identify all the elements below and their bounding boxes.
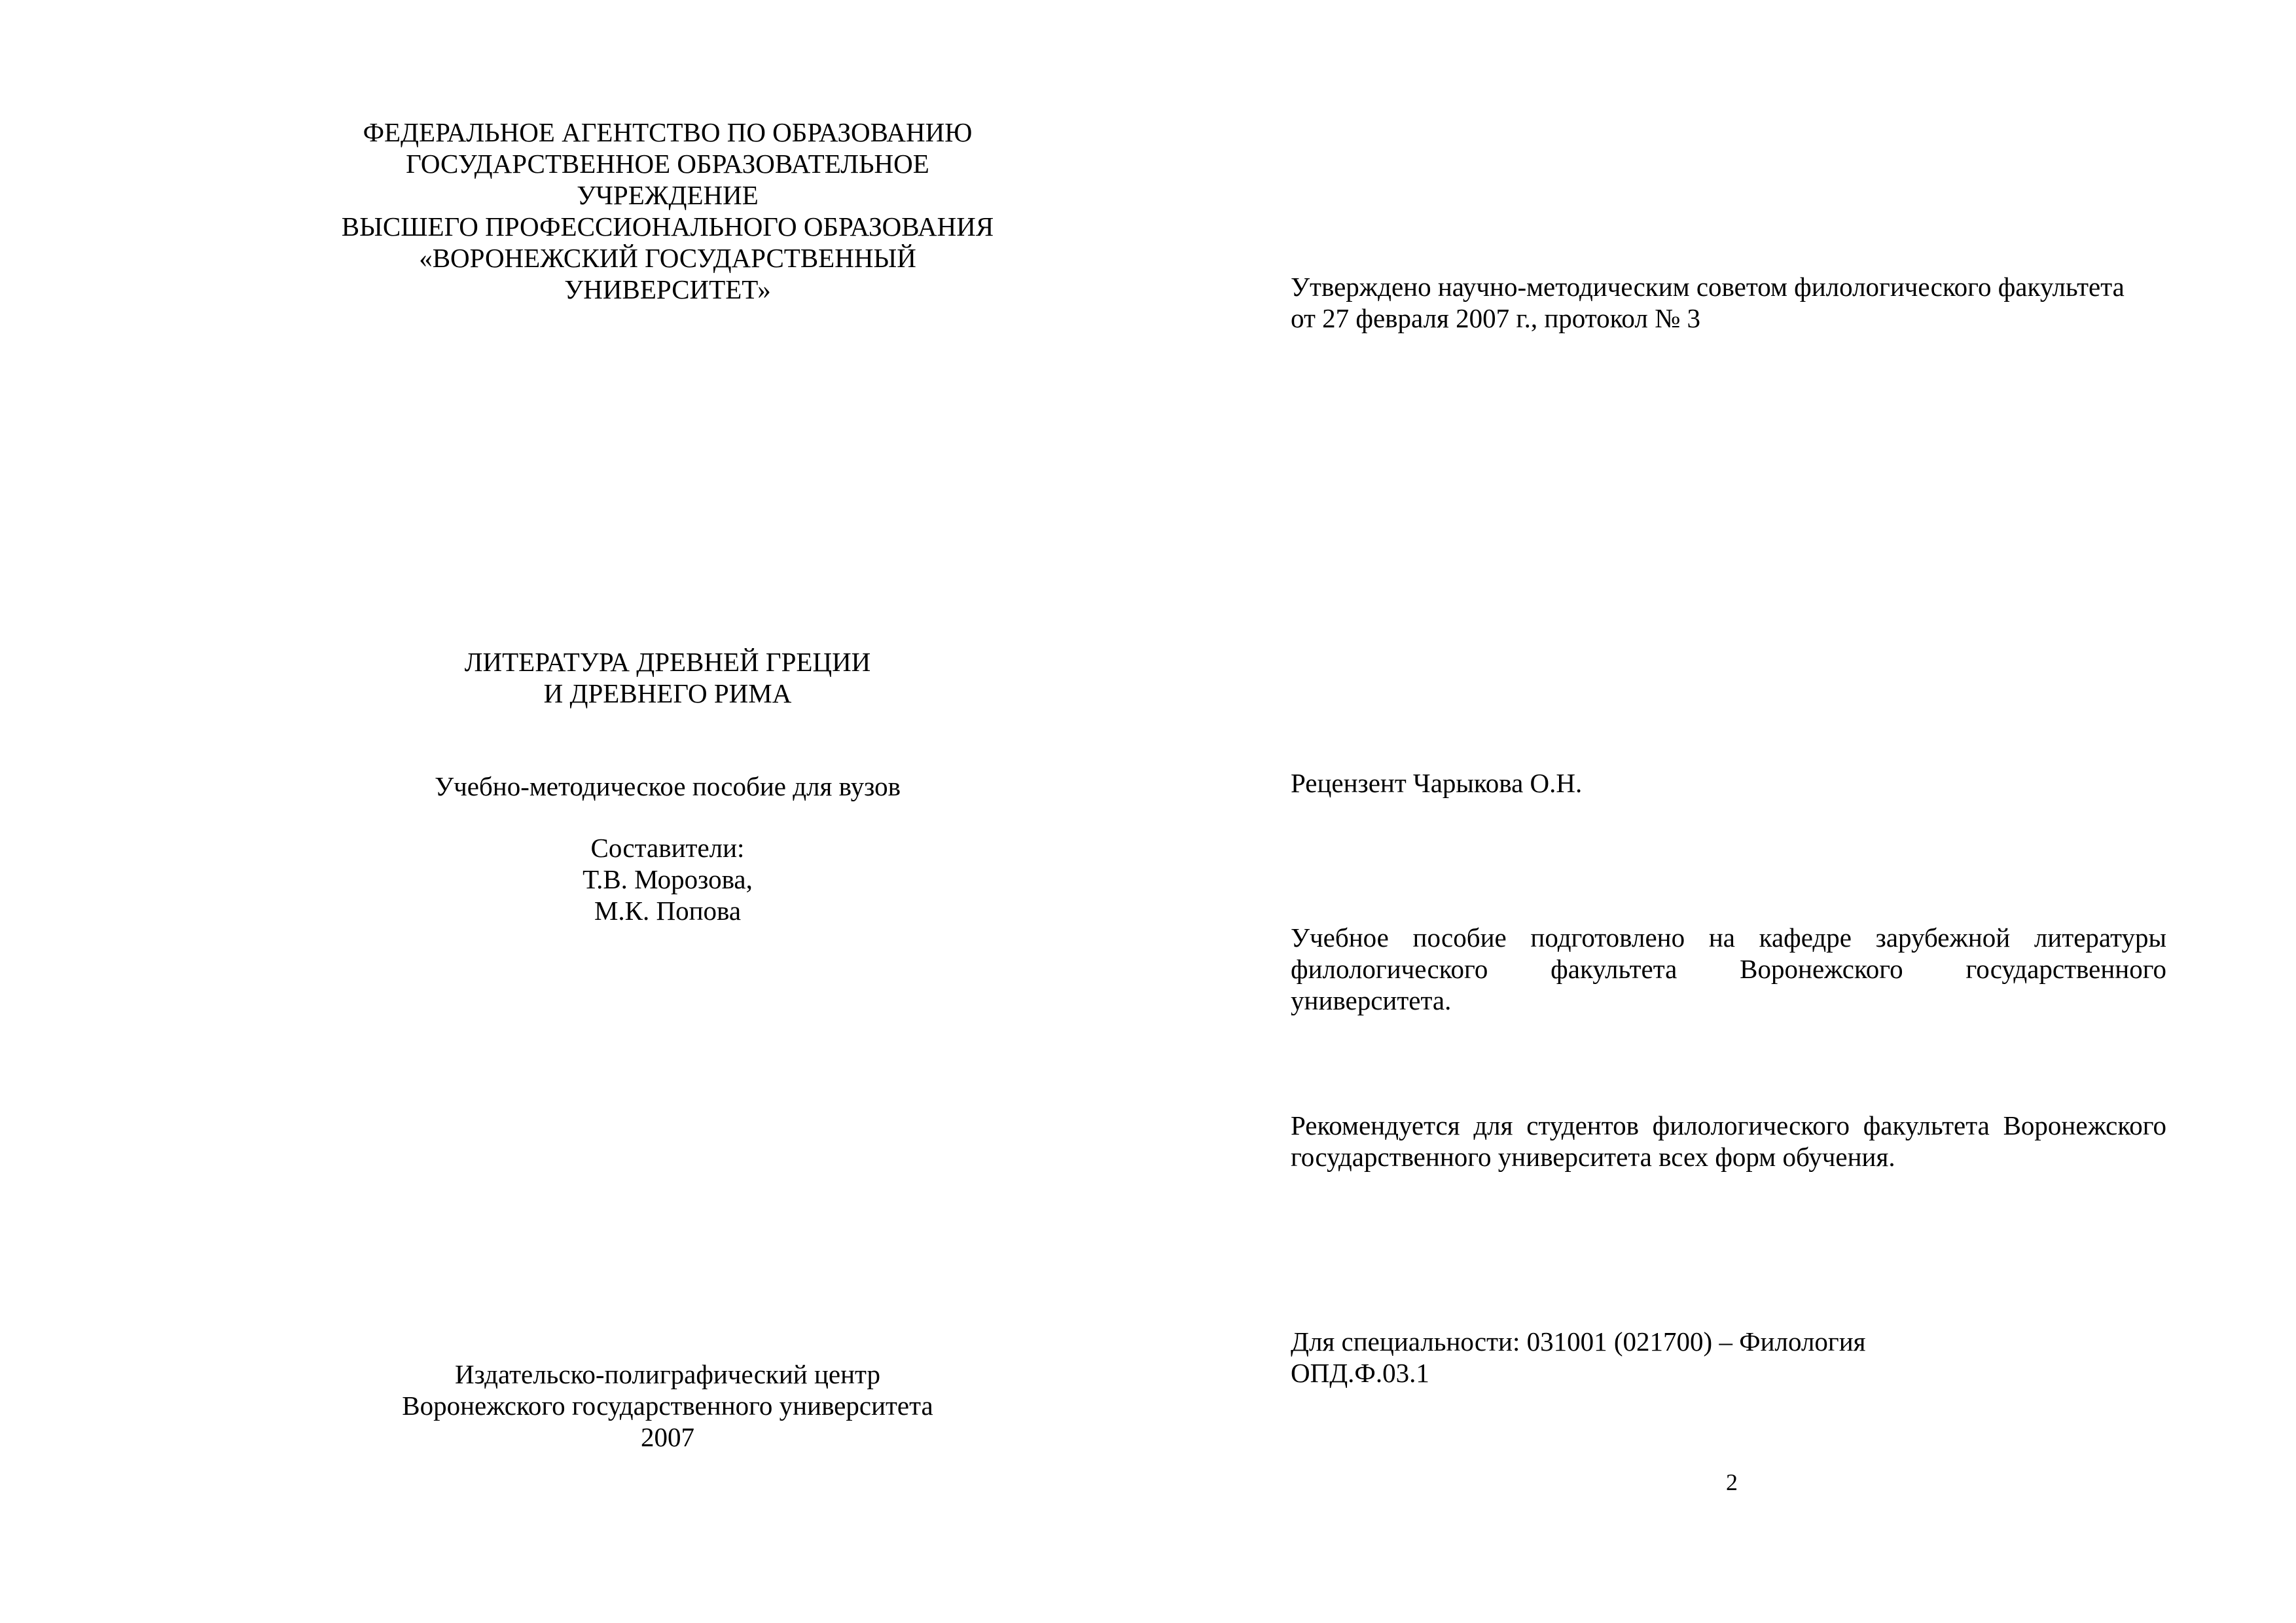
compilers-label: Составители: [590, 833, 745, 863]
page-number: 2 [1726, 1469, 1738, 1495]
publisher-line: Воронежского государственного университета [402, 1391, 933, 1421]
document-title [275, 646, 1060, 709]
header-line: ГОСУДАРСТВЕННОЕ ОБРАЗОВАТЕЛЬНОЕ [406, 149, 929, 179]
document-subtitle [275, 771, 1060, 802]
subtitle-line: Учебно-методическое пособие для вузов [435, 771, 901, 801]
right-page [1148, 0, 2296, 1623]
specialty-code: ОПД.Ф.03.1 [1291, 1358, 1429, 1388]
publication-year: 2007 [641, 1422, 694, 1452]
header-line: УЧРЕЖДЕНИЕ [577, 180, 759, 210]
publisher-line: Издательско-полиграфический центр [455, 1359, 880, 1389]
title-line: И ДРЕВНЕГО РИМА [543, 678, 792, 708]
institution-header [275, 117, 1060, 305]
prepared-line: филологического факультета Воронежского государственного [1291, 954, 2166, 984]
prepared-note [1291, 922, 2166, 1016]
header-line: ВЫСШЕГО ПРОФЕССИОНАЛЬНОГО ОБРАЗОВАНИЯ [341, 211, 994, 242]
compiler-name: Т.В. Морозова, [583, 864, 753, 894]
publisher-info [275, 1359, 1060, 1453]
approval-note [1291, 271, 2166, 334]
header-line: «ВОРОНЕЖСКИЙ ГОСУДАРСТВЕННЫЙ [419, 243, 916, 273]
header-line: УНИВЕРСИТЕТ» [564, 274, 771, 304]
recommendation-note [1291, 1110, 2166, 1173]
specialty-note [1291, 1326, 2166, 1389]
recommendation-line: Рекомендуется для студентов филологического факультета Воронежского [1291, 1110, 2166, 1140]
header-line: ФЕДЕРАЛЬНОЕ АГЕНТСТВО ПО ОБРАЗОВАНИЮ [363, 117, 973, 147]
reviewer-note [1291, 767, 2166, 799]
recommendation-line: государственного университета всех форм обучения. [1291, 1142, 1895, 1172]
specialty-line: Для специальности: 031001 (021700) – Филология [1291, 1326, 1866, 1357]
compiler-name: М.К. Попова [594, 896, 742, 926]
approval-line: от 27 февраля 2007 г., протокол № 3 [1291, 303, 1700, 333]
compilers [275, 832, 1060, 926]
prepared-line: Учебное пособие подготовлено на кафедре зарубежной литературы [1291, 922, 2166, 953]
prepared-line: университета. [1291, 985, 1452, 1015]
approval-line: Утверждено научно-методическим советом филологического факультета [1291, 272, 2125, 302]
reviewer-line: Рецензент Чарыкова О.Н. [1291, 768, 1583, 798]
title-line: ЛИТЕРАТУРА ДРЕВНЕЙ ГРЕЦИИ [464, 647, 871, 677]
